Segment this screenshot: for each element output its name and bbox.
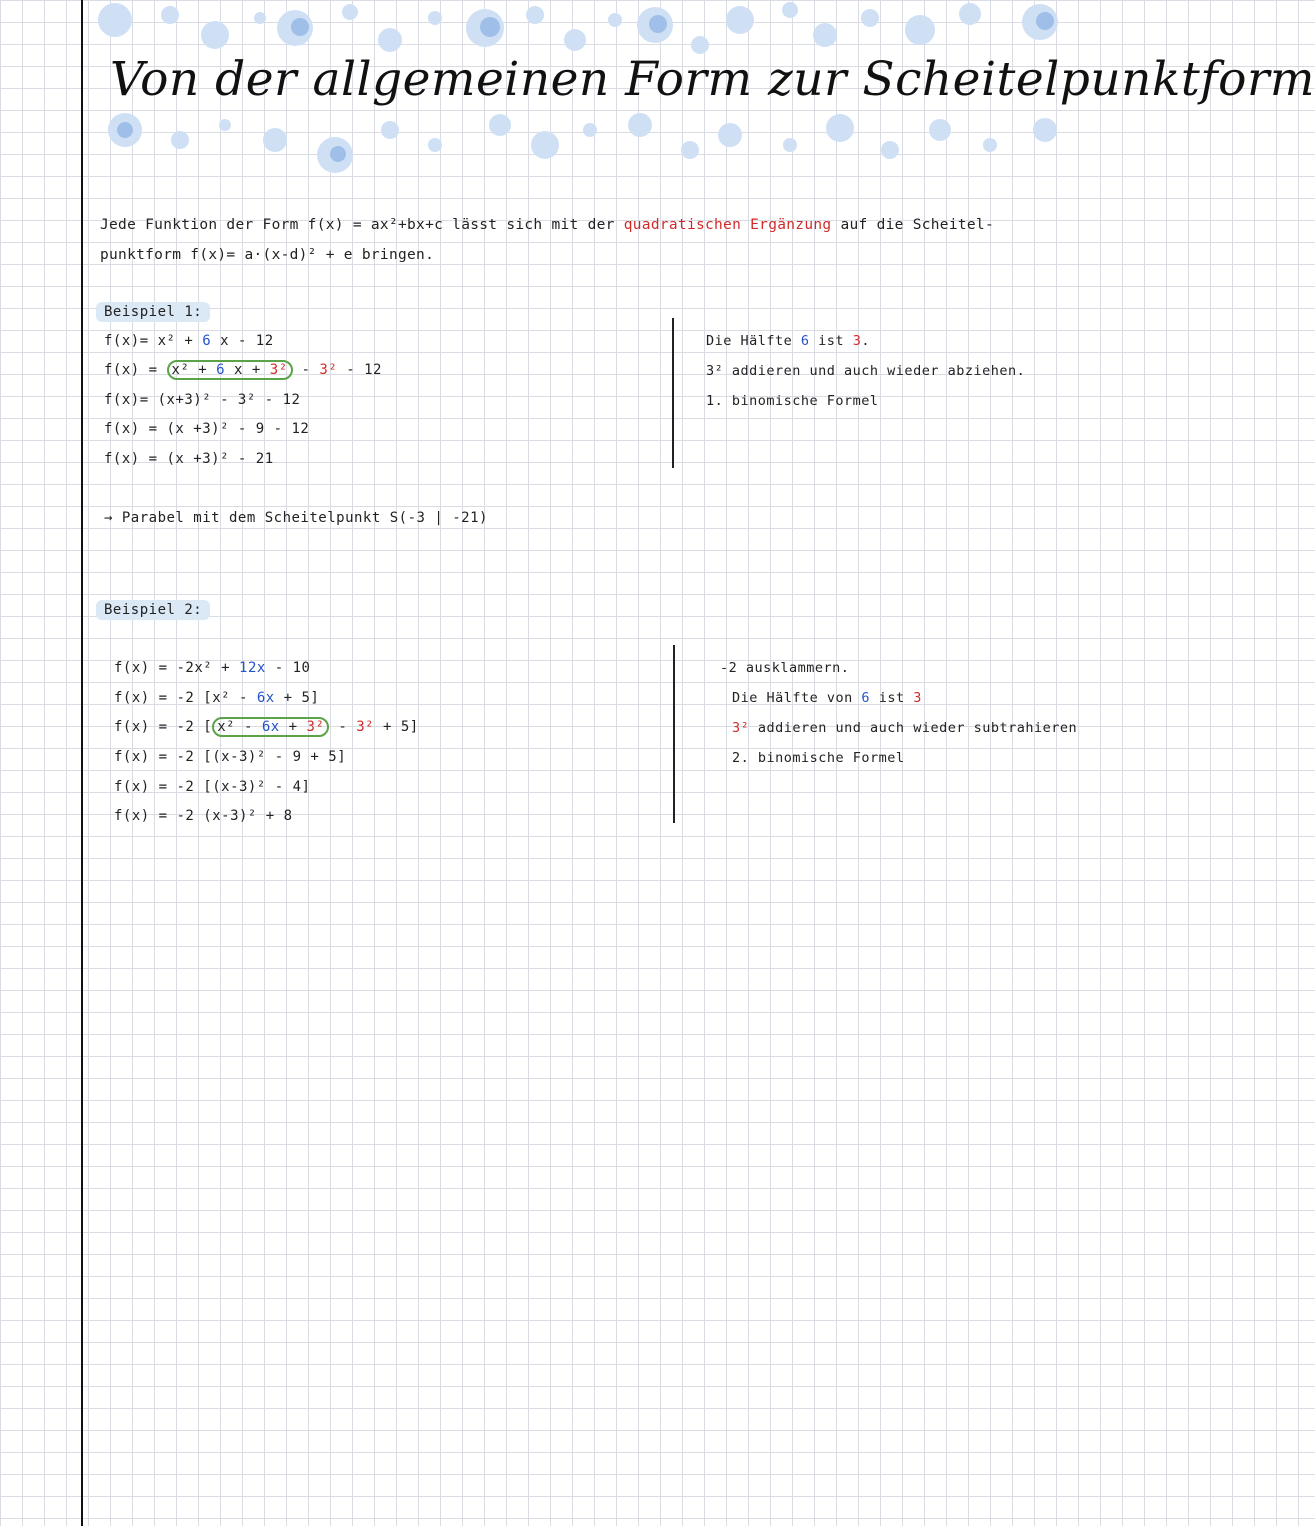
intro-text	[100, 210, 1075, 270]
example-1-divider	[672, 318, 674, 468]
example-2-line-1: f(x) = -2x² + 12x - 10	[114, 660, 311, 676]
highlight-quadratischen: quadratischen	[623, 217, 742, 233]
example-2-label: Beispiel 2:	[96, 600, 210, 620]
example-2-line-6: f(x) = -2 (x-3)² + 8	[114, 808, 293, 824]
example-1-label: Beispiel 1:	[96, 302, 210, 322]
example-2-line-2: f(x) = -2 [x² - 6x + 5]	[114, 690, 320, 706]
example-1-note-3: 1. binomische Formel	[706, 393, 879, 409]
example-1-circled-term: x² + 6 x + 3²	[167, 360, 293, 380]
highlight-ergaenzung: Ergänzung	[750, 217, 832, 233]
example-2-line-4: f(x) = -2 [(x-3)² - 9 + 5]	[114, 749, 347, 765]
example-2-line-5: f(x) = -2 [(x-3)² - 4]	[114, 779, 311, 795]
intro-line-1: Jede Funktion der Form f(x) = ax²+bx+c lässt sich mit der quadratischen Ergänzung auf die Scheitel-	[100, 217, 994, 233]
example-1-line-4: f(x) = (x +3)² - 9 - 12	[104, 421, 310, 437]
example-2-note-1: -2 ausklammern.	[720, 660, 850, 676]
example-1-note-2: 3² addieren und auch wieder abziehen.	[706, 363, 1026, 379]
example-1-line-1: f(x)= x² + 6 x - 12	[104, 333, 274, 349]
example-2-line-3: f(x) = -2 [ x² - 6x + 3² - 3² + 5]	[114, 719, 419, 735]
intro-line-2: punktform f(x)= a·(x-d)² + e bringen.	[100, 247, 435, 263]
example-2-circled-term: x² - 6x + 3²	[212, 717, 329, 737]
margin-line	[81, 0, 83, 1526]
example-2-note-2: Die Hälfte von 6 ist 3	[732, 690, 922, 706]
example-1-line-5: f(x) = (x +3)² - 21	[104, 451, 274, 467]
example-1-line-2: f(x) = x² + 6 x + 3² - 3² - 12	[104, 362, 382, 378]
example-1-note-1: Die Hälfte 6 ist 3.	[706, 333, 870, 349]
page-title: Von der allgemeinen Form zur Scheitelpunktform	[110, 52, 1315, 107]
example-2-divider	[673, 645, 675, 823]
example-1-result: → Parabel mit dem Scheitelpunkt S(-3 | -21)	[104, 510, 488, 526]
example-2-note-4: 2. binomische Formel	[732, 750, 905, 766]
example-2-note-3: 3² addieren und auch wieder subtrahieren	[732, 720, 1078, 736]
example-1-line-3: f(x)= (x+3)² - 3² - 12	[104, 392, 301, 408]
